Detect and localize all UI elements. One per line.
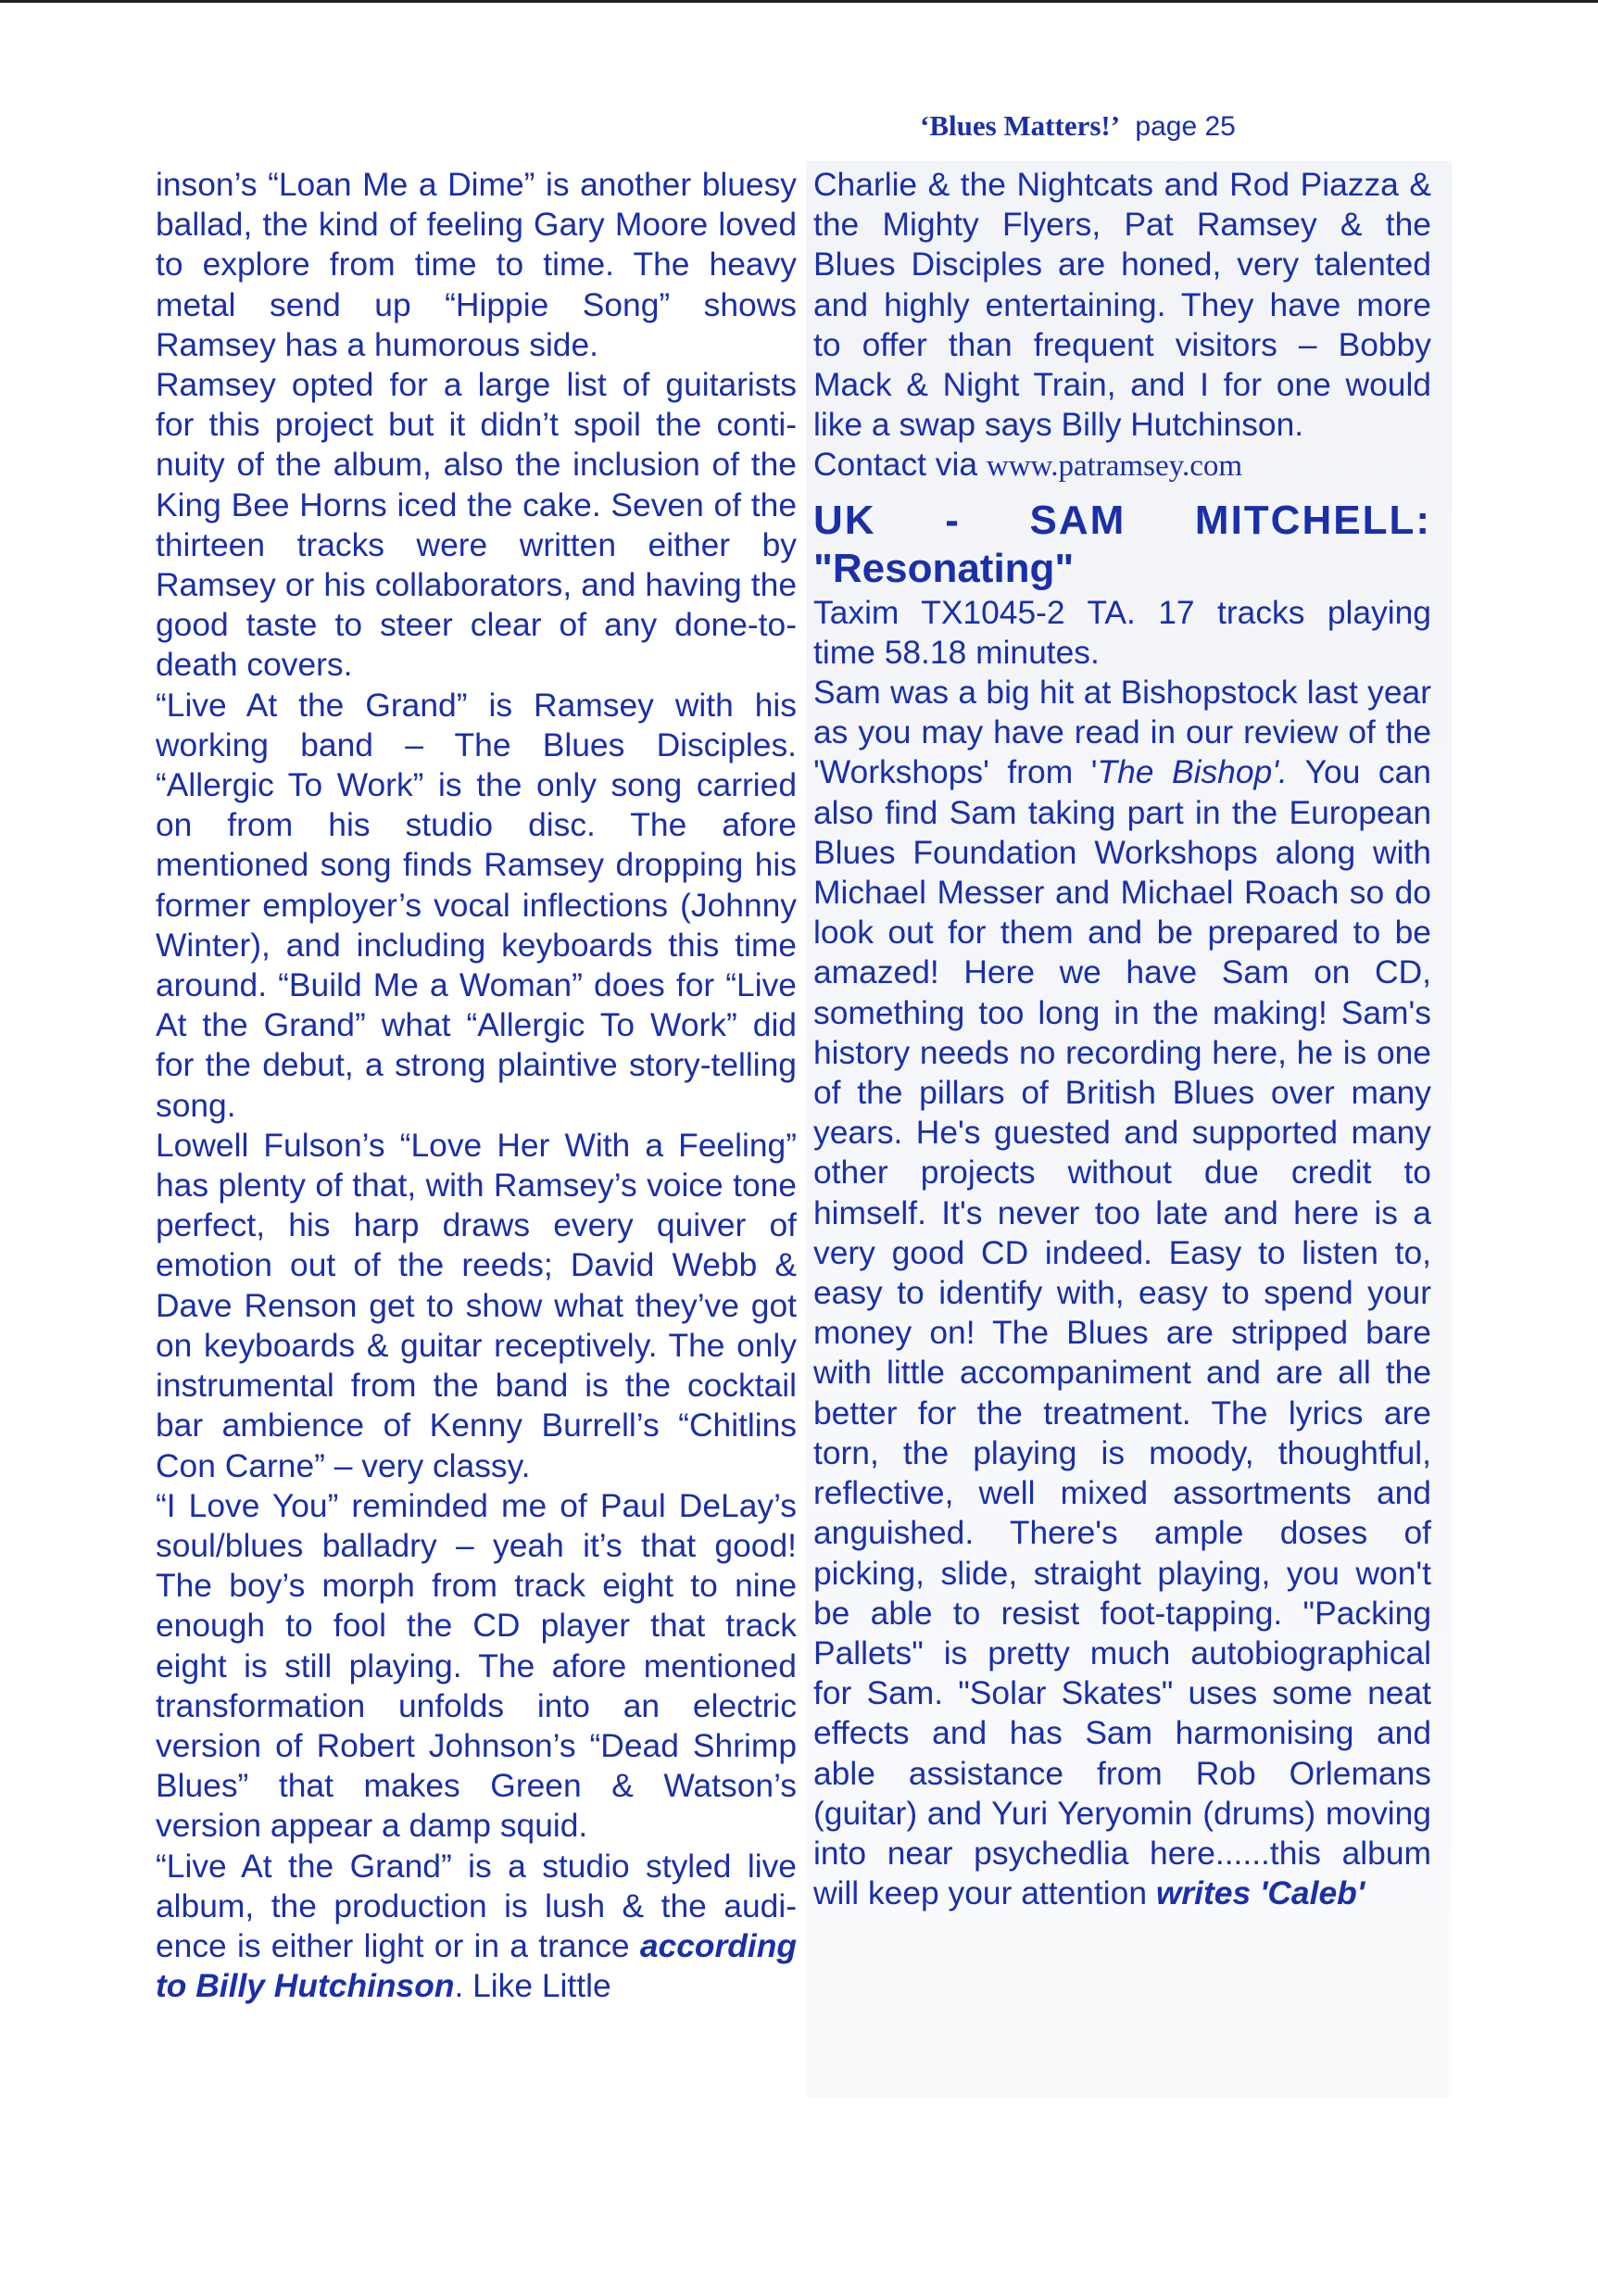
review-artist-first: SAM bbox=[1029, 497, 1126, 543]
paragraph: “Live At the Grand” is Ramsey with his working band – The Blues Disciples. “Allergic To Work” is the only song carried on from his studio disc. The afore mentioned song finds Ramsey dropping his former employer’s vocal inflections (Johnny Winter), and including keyboards this time around. “Build Me a Woman” does for “Live At the Grand” what “Allergic To Work” did for the debut, a strong plaintive story-telling song. bbox=[156, 686, 797, 1124]
paragraph: “I Love You” reminded me of Paul DeLay’s soul/blues balladry – yeah it’s that good! The boy’s morph from track eight to nine enough to fool the CD player that track eight is still playing. The afore mentioned transformation unfolds into an electric version of Robert Johnson’s “Dead Shrimp Blues” that makes Green & Watson’s version appear a damp squid. bbox=[156, 1486, 797, 1845]
catalog-info: Taxim TX1045-2 TA. 17 tracks playing time 58.18 minutes. bbox=[813, 593, 1431, 671]
review-title bbox=[813, 497, 1431, 593]
paragraph bbox=[156, 1847, 797, 2007]
review-artist-last: MITCHELL: bbox=[1194, 497, 1431, 543]
review-dash: - bbox=[945, 497, 961, 543]
left-column bbox=[156, 165, 797, 2006]
paragraph: Charlie & the Nightcats and Rod Piazza & the Mighty Flyers, Pat Ramsey & the Blues Disciples are honed, very talented and highly entertaining. They have more to offer than frequent visitors – Bobby Mack & Night Train, and I for one would like a swap says Billy Hutchinson. bbox=[813, 166, 1431, 444]
reviewer-credit: according to Billy Hutchinson bbox=[156, 1926, 797, 2005]
review-body bbox=[813, 673, 1431, 1913]
paragraph-text: . Like Little bbox=[454, 1967, 611, 2005]
magazine-title: ‘Blues Matters!’ bbox=[920, 109, 1121, 142]
reviewer-credit: writes 'Caleb' bbox=[1155, 1874, 1365, 1912]
review-text: You can also find Sam taking part in the European Blues Foundation Workshops along with Michael Messer and Michael Roach so do look out for them and be prepared to be amazed! Here we have Sam on CD, something too long in the making! Sam's history needs no recording here, he is one of the pillars of British Blues over many years. He's guested and supported many other projects without due credit to himself. It's never too late and here is a very good CD indeed. Easy to listen to, easy to identify with, easy to spend your money on! The Blues are stripped bare with little accompaniment and are all the better for the treatment. The lyrics are torn, the playing is moody, thoughtful, reflective, well mixed assortments and anguished. There's ample doses of picking, slide, straight playing, you won't be able to resist foot-tapping. "Packing Pallets" is pretty much autobiographical for Sam. "Solar Skates" uses some neat effects and has Sam harmonising and able assistance from Rob Orlemans (guitar) and Yuri Yeryomin (drums) moving into near psychedlia here......this album will keep your attention bbox=[813, 753, 1431, 1912]
page-header bbox=[920, 109, 1236, 143]
contact-url-link[interactable]: www.patramsey.com bbox=[986, 449, 1243, 484]
paragraph: Lowell Fulson’s “Love Her With a Feeling” has plenty of that, with Ramsey’s voice tone perfect, his harp draws every quiver of emotion out of the reeds; David Webb & Dave Renson get to show what they’ve got on keyboards & guitar receptively. The only instrumental from the band is the cocktail bar ambience of Kenny Burrell’s “Chitlins Con Carne” – very classy. bbox=[156, 1126, 797, 1484]
top-border-line bbox=[0, 0, 1598, 3]
review-region: UK bbox=[813, 497, 876, 543]
review-album-title: "Resonating" bbox=[813, 545, 1075, 591]
contact-line bbox=[813, 445, 1431, 486]
right-column bbox=[813, 165, 1431, 1913]
paragraph: inson’s “Loan Me a Dime” is another bluesy ballad, the kind of feeling Gary Moore loved to explore from time to time. The heavy metal send up “Hippie Song” shows Ramsey has a humorous side. bbox=[156, 166, 797, 363]
paragraph: Ramsey opted for a large list of guitarists for this project but it didn’t spoil the continuity of the album, also the inclusion of the King Bee Horns iced the cake. Seven of the thirteen tracks were written either by Ramsey or his collaborators, and having the good taste to steer clear of any done-to-death covers. bbox=[156, 366, 797, 684]
review-text: Sam was a big hit at Bishopstock last year as you may have read in our review of the 'Workshops' from ' bbox=[813, 674, 1431, 791]
review-title-line bbox=[813, 497, 1431, 545]
review-album-reference: The Bishop'. bbox=[1097, 753, 1288, 791]
page-number: page 25 bbox=[1135, 111, 1236, 142]
paragraph-text: “Live At the Grand” is a studio styled live album, the production is lush & the audience is either light or in a trance bbox=[156, 1847, 797, 1964]
contact-label: Contact via bbox=[813, 446, 987, 484]
